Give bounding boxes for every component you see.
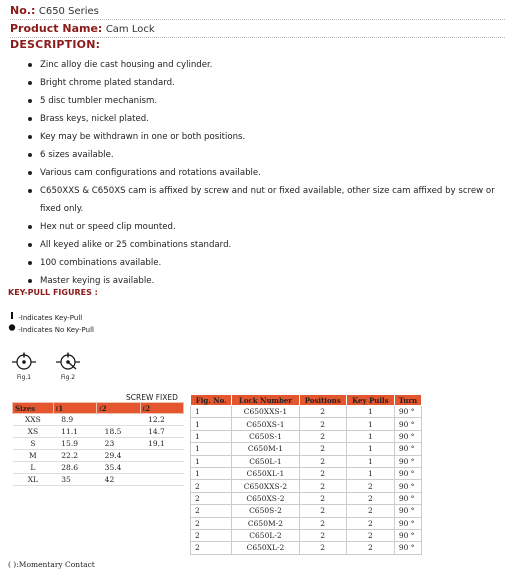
locks-row bbox=[191, 406, 422, 418]
locks-cell: 1 bbox=[346, 406, 394, 418]
locks-cell: 90 ° bbox=[394, 406, 421, 418]
locks-header-cell: Lock Number bbox=[232, 395, 299, 406]
legend-key-pull bbox=[8, 311, 82, 322]
sizes-header-cell: Sizes bbox=[13, 403, 54, 414]
figure-1-label: Fig.1 bbox=[16, 374, 32, 381]
locks-cell: 2 bbox=[299, 406, 346, 418]
figure-2-lock-icon bbox=[54, 352, 82, 372]
locks-cell: 90 ° bbox=[394, 430, 421, 442]
sizes-cell: 8.9 bbox=[53, 414, 96, 426]
description-item: Brass keys, nickel plated. bbox=[26, 110, 511, 128]
product-number-label: No.: bbox=[10, 4, 36, 17]
locks-cell: 90 ° bbox=[394, 480, 421, 492]
sizes-cell: 35 bbox=[53, 474, 96, 486]
description-item: Master keying is available. bbox=[26, 272, 511, 290]
legend-no-key-pull-text: -Indicates No Key-Pull bbox=[18, 326, 94, 334]
sizes-cell: S bbox=[13, 438, 54, 450]
sizes-row bbox=[13, 438, 184, 450]
sizes-cell bbox=[97, 414, 140, 426]
description-item: 100 combinations available. bbox=[26, 254, 511, 272]
description-item: All keyed alike or 25 combinations standard. bbox=[26, 236, 511, 254]
sizes-cell: 18.5 bbox=[97, 426, 140, 438]
locks-cell: C650M-1 bbox=[232, 443, 299, 455]
locks-cell: 2 bbox=[191, 529, 232, 541]
sizes-cell: 35.4 bbox=[97, 462, 140, 474]
sizes-cell: XL bbox=[13, 474, 54, 486]
locks-header-cell: Turn bbox=[394, 395, 421, 406]
sizes-cell bbox=[140, 474, 183, 486]
locks-cell: 2 bbox=[346, 492, 394, 504]
description-item: 5 disc tumbler mechanism. bbox=[26, 92, 511, 110]
locks-cell: 90 ° bbox=[394, 517, 421, 529]
description-item: Hex nut or speed clip mounted. bbox=[26, 218, 511, 236]
sizes-cell: 28.6 bbox=[53, 462, 96, 474]
locks-cell: 90 ° bbox=[394, 529, 421, 541]
locks-cell: 2 bbox=[346, 542, 394, 554]
locks-cell: 1 bbox=[191, 430, 232, 442]
sizes-cell: 12.2 bbox=[140, 414, 183, 426]
figure-1-lock-icon bbox=[10, 352, 38, 372]
locks-cell: 1 bbox=[191, 443, 232, 455]
description-item: Zinc alloy die cast housing and cylinder. bbox=[26, 56, 511, 74]
legend-key-pull-text: -Indicates Key-Pull bbox=[18, 314, 83, 322]
sizes-cell: XS bbox=[13, 426, 54, 438]
locks-cell: 1 bbox=[346, 467, 394, 479]
locks-cell: 1 bbox=[346, 430, 394, 442]
key-pull-title: KEY-PULL FIGURES : bbox=[8, 288, 98, 297]
figure-1 bbox=[10, 352, 38, 381]
locks-cell: 2 bbox=[299, 517, 346, 529]
locks-cell: 2 bbox=[299, 492, 346, 504]
sizes-cell: XXS bbox=[13, 414, 54, 426]
locks-cell: 1 bbox=[346, 443, 394, 455]
locks-cell: 1 bbox=[191, 467, 232, 479]
locks-cell: 90 ° bbox=[394, 505, 421, 517]
sizes-row bbox=[13, 426, 184, 438]
description-item: C650XXS & C650XS cam is affixed by screw and nut or fixed available, other size cam affixed by screw or fixed only. bbox=[26, 182, 511, 218]
locks-cell: 2 bbox=[299, 505, 346, 517]
figure-2-label: Fig.2 bbox=[60, 374, 76, 381]
locks-cell: 90 ° bbox=[394, 443, 421, 455]
locks-cell: 2 bbox=[299, 467, 346, 479]
sizes-row bbox=[13, 450, 184, 462]
sizes-cell: L bbox=[13, 462, 54, 474]
locks-cell: C650M-2 bbox=[232, 517, 299, 529]
locks-cell: 1 bbox=[346, 455, 394, 467]
sizes-header-cell: ℓ1 bbox=[53, 403, 96, 414]
description-item: Key may be withdrawn in one or both positions. bbox=[26, 128, 511, 146]
locks-row bbox=[191, 480, 422, 492]
locks-row bbox=[191, 529, 422, 541]
locks-row bbox=[191, 430, 422, 442]
locks-cell: C650XXS-2 bbox=[232, 480, 299, 492]
locks-cell: 2 bbox=[346, 517, 394, 529]
description-list bbox=[26, 56, 511, 290]
sizes-header-cell: ℓ2 bbox=[97, 403, 140, 414]
sizes-row bbox=[13, 474, 184, 486]
locks-cell: C650L-1 bbox=[232, 455, 299, 467]
locks-header-cell: Fig. No. bbox=[191, 395, 232, 406]
locks-cell: 2 bbox=[346, 480, 394, 492]
locks-cell: 2 bbox=[299, 430, 346, 442]
locks-cell: 2 bbox=[346, 505, 394, 517]
locks-cell: C650S-1 bbox=[232, 430, 299, 442]
locks-cell: 2 bbox=[299, 443, 346, 455]
sizes-row bbox=[13, 462, 184, 474]
sizes-cell: 19.1 bbox=[140, 438, 183, 450]
locks-cell: C650L-2 bbox=[232, 529, 299, 541]
product-number-row bbox=[10, 2, 505, 20]
sizes-header-row bbox=[13, 403, 184, 414]
locks-cell: 2 bbox=[299, 455, 346, 467]
locks-cell: 90 ° bbox=[394, 467, 421, 479]
locks-cell: C650XS-2 bbox=[232, 492, 299, 504]
locks-cell: 2 bbox=[191, 505, 232, 517]
locks-cell: 2 bbox=[299, 529, 346, 541]
legend-no-key-pull bbox=[8, 323, 94, 334]
sizes-cell: 22.2 bbox=[53, 450, 96, 462]
sizes-cell bbox=[140, 450, 183, 462]
sizes-cell: M bbox=[13, 450, 54, 462]
locks-cell: 1 bbox=[191, 455, 232, 467]
product-number-value: C650 Series bbox=[38, 6, 99, 17]
locks-row bbox=[191, 517, 422, 529]
locks-cell: 90 ° bbox=[394, 542, 421, 554]
locks-cell: 2 bbox=[191, 480, 232, 492]
locks-cell: 2 bbox=[299, 418, 346, 430]
locks-cell: 2 bbox=[346, 529, 394, 541]
sizes-cell: 15.9 bbox=[53, 438, 96, 450]
sizes-cell: 23 bbox=[97, 438, 140, 450]
locks-cell: C650XXS-1 bbox=[232, 406, 299, 418]
sizes-table bbox=[12, 402, 184, 486]
footnote: ( ):Momentary Contact bbox=[8, 560, 95, 569]
sizes-cell bbox=[140, 462, 183, 474]
sizes-row bbox=[13, 414, 184, 426]
key-pull-bar-icon bbox=[8, 311, 16, 320]
product-name-value: Cam Lock bbox=[105, 24, 155, 35]
locks-cell: 1 bbox=[191, 406, 232, 418]
sizes-cell: 11.1 bbox=[53, 426, 96, 438]
sizes-header-cell: ℓ2 bbox=[140, 403, 183, 414]
product-name-label: Product Name: bbox=[10, 22, 103, 35]
locks-cell: 2 bbox=[191, 542, 232, 554]
locks-row bbox=[191, 443, 422, 455]
locks-cell: C650XL-2 bbox=[232, 542, 299, 554]
locks-header-row bbox=[191, 395, 422, 406]
description-title: DESCRIPTION: bbox=[10, 38, 101, 51]
locks-row bbox=[191, 492, 422, 504]
locks-header-cell: Key Pulls bbox=[346, 395, 394, 406]
description-item: 6 sizes available. bbox=[26, 146, 511, 164]
description-item: Various cam configurations and rotations available. bbox=[26, 164, 511, 182]
product-name-row bbox=[10, 20, 505, 38]
sizes-cell: 29.4 bbox=[97, 450, 140, 462]
description-item: Bright chrome plated standard. bbox=[26, 74, 511, 92]
locks-cell: C650XS-1 bbox=[232, 418, 299, 430]
locks-cell: 90 ° bbox=[394, 455, 421, 467]
locks-cell: 2 bbox=[299, 480, 346, 492]
sizes-cell: 42 bbox=[97, 474, 140, 486]
locks-row bbox=[191, 505, 422, 517]
locks-row bbox=[191, 467, 422, 479]
locks-cell: 2 bbox=[191, 492, 232, 504]
no-key-pull-dot-icon bbox=[8, 323, 16, 332]
figure-2 bbox=[54, 352, 82, 381]
lock-numbers-table bbox=[190, 394, 422, 555]
locks-row bbox=[191, 542, 422, 554]
locks-cell: C650S-2 bbox=[232, 505, 299, 517]
locks-cell: 1 bbox=[191, 418, 232, 430]
locks-cell: C650XL-1 bbox=[232, 467, 299, 479]
locks-row bbox=[191, 418, 422, 430]
sizes-cell: 14.7 bbox=[140, 426, 183, 438]
locks-cell: 90 ° bbox=[394, 492, 421, 504]
locks-cell: 2 bbox=[299, 542, 346, 554]
locks-header-cell: Positions bbox=[299, 395, 346, 406]
locks-cell: 90 ° bbox=[394, 418, 421, 430]
locks-row bbox=[191, 455, 422, 467]
screw-fixed-caption: SCREW FIXED bbox=[126, 393, 178, 402]
locks-cell: 1 bbox=[346, 418, 394, 430]
locks-cell: 2 bbox=[191, 517, 232, 529]
